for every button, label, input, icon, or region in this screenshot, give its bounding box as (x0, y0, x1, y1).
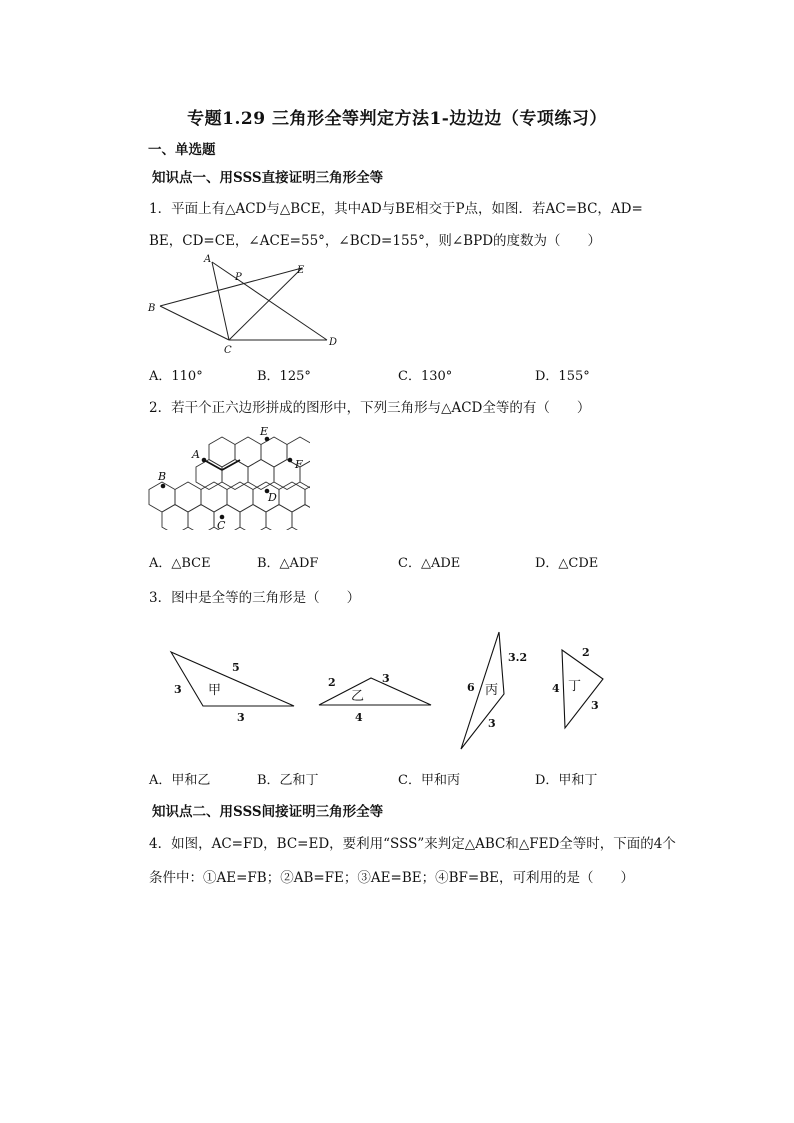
label-c: C (224, 345, 232, 356)
q1-option-a: A．110° (149, 369, 203, 384)
hexagon-cell (266, 505, 292, 531)
q3-triangles-figure (160, 628, 620, 754)
page-title: 专题1.29 三角形全等判定方法1-边边边（专项练习） (187, 109, 607, 129)
label-p: P (235, 272, 242, 283)
segment-ac (212, 262, 229, 340)
point-f (288, 458, 293, 463)
q3-text-line1: 3．图中是全等的三角形是（ ） (149, 590, 361, 606)
bing-side-label: 3.2 (508, 651, 528, 664)
bing-side-label: 6 (467, 681, 475, 694)
label-a: A (192, 448, 200, 461)
label-d: D (268, 491, 277, 504)
jia-side-label: 3 (174, 683, 182, 696)
ding-side-label: 2 (582, 646, 590, 659)
q2-text-line1: 2．若干个正六边形拼成的图形中，下列三角形与△ACD全等的有（ ） (149, 400, 591, 416)
yi-side-label: 2 (328, 676, 336, 689)
yi-side-label: 4 (355, 711, 363, 724)
q4-text-line2: 条件中：①AE=FB；②AB=FE；③AE=BE；④BF=BE，可利用的是（ ） (149, 870, 634, 886)
segment-be (160, 268, 302, 306)
triangle-yi (319, 678, 431, 705)
ding-side-label: 4 (552, 682, 560, 695)
q1-figure (140, 250, 360, 360)
q1-option-c: C．130° (398, 369, 453, 384)
segment-ad (212, 262, 327, 340)
label-f: F (295, 458, 303, 471)
q2-option-a: A．△BCE (149, 556, 211, 571)
q2-option-c: C．△ADE (398, 556, 461, 571)
jia-side-label: 5 (232, 661, 240, 674)
knowledge-point-2: 知识点二、用SSS间接证明三角形全等 (152, 804, 384, 820)
segment-bc (160, 306, 229, 340)
q2-option-b: B．△ADF (257, 556, 319, 571)
hexagon-cell (188, 505, 214, 531)
q1-text-line1: 1．平面上有△ACD与△BCE，其中AD与BE相交于P点，如图．若AC=BC，AD= (149, 201, 643, 217)
q4-text-line1: 4．如图，AC=FD，BC=ED，要利用“SSS”来判定△ABC和△FED全等时，下面的4个 (149, 836, 676, 852)
label-e: E (297, 265, 305, 276)
bing-name: 丙 (485, 683, 499, 698)
hexagon-cell (162, 505, 188, 531)
hexagon-cell (209, 437, 235, 467)
yi-side-label: 3 (382, 672, 390, 685)
q2-option-d: D．△CDE (535, 556, 599, 571)
q3-option-d: D．甲和丁 (535, 773, 598, 788)
q2-hexagon-figure (140, 422, 310, 530)
label-e: E (260, 425, 269, 438)
ding-side-label: 3 (591, 699, 599, 712)
knowledge-point-1: 知识点一、用SSS直接证明三角形全等 (152, 170, 384, 186)
point-b (161, 484, 166, 489)
section-heading: 一、单选题 (148, 142, 216, 158)
q3-option-a: A．甲和乙 (149, 773, 211, 788)
ding-name: 丁 (568, 679, 582, 694)
label-b: B (158, 470, 167, 483)
q1-text-line2: BE，CD=CE，∠ACE=55°，∠BCD=155°，则∠BPD的度数为（ ） (149, 233, 602, 249)
jia-name: 甲 (208, 683, 222, 698)
hexagon-cell (235, 437, 261, 467)
hexagon-cell (261, 437, 287, 467)
hexagon-cell (292, 505, 310, 531)
q3-option-c: C．甲和丙 (398, 773, 460, 788)
yi-name: 乙 (351, 689, 365, 704)
jia-side-label: 3 (237, 711, 245, 724)
label-a: A (204, 254, 212, 265)
label-c: C (217, 519, 226, 530)
label-d: D (329, 337, 338, 348)
q1-option-b: B．125° (257, 369, 311, 384)
bing-side-label: 3 (488, 717, 496, 730)
q1-option-d: D．155° (535, 369, 590, 384)
label-b: B (148, 303, 156, 314)
q3-option-b: B．乙和丁 (257, 773, 319, 788)
hexagon-cell (240, 505, 266, 531)
point-a (202, 458, 207, 463)
hexagon-cell (175, 482, 201, 512)
